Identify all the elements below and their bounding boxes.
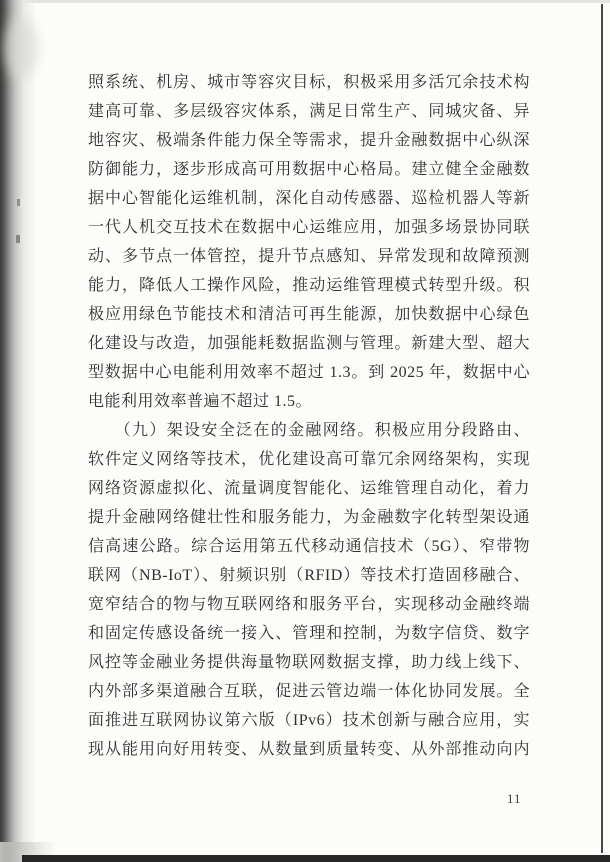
text-line: 和固定传感设备统一接入、管理和控制，为数字信贷、数字 xyxy=(88,625,530,642)
text-line: 地容灾、极端条件能力保全等需求，提升金融数据中心纵深 xyxy=(88,132,530,149)
text-line: 照系统、机房、城市等容灾目标，积极采用多活冗余技术构 xyxy=(88,74,530,91)
scan-speck xyxy=(16,235,20,243)
scan-speck xyxy=(17,199,20,206)
text-line: （九）架设安全泛在的金融网络。积极应用分段路由、 xyxy=(88,422,530,439)
scan-edge-left-shadow xyxy=(0,0,36,862)
text-line: 信高速公路。综合运用第五代移动通信技术（5G）、窄带物 xyxy=(88,538,530,555)
text-line: 宽窄结合的物与物互联网络和服务平台，实现移动金融终端 xyxy=(88,596,530,613)
text-line: 能力，降低人工操作风险，推动运维管理模式转型升级。积 xyxy=(88,277,530,294)
text-line: 型数据中心电能利用效率不超过 1.3。到 2025 年，数据中心 xyxy=(88,364,530,381)
text-line: 风控等金融业务提供海量物联网数据支撑，助力线上线下、 xyxy=(88,654,530,671)
body-text xyxy=(88,68,530,764)
text-line: 一代人机交互技术在数据中心运维应用，加强多场景协同联 xyxy=(88,219,530,236)
text-line: 化建设与改造，加强能耗数据监测与管理。新建大型、超大 xyxy=(88,335,530,352)
text-line: 电能利用效率普遍不超过 1.5。 xyxy=(88,393,313,410)
text-line: 建高可靠、多层级容灾体系，满足日常生产、同城灾备、异 xyxy=(88,103,530,120)
text-line: 网络资源虚拟化、流量调度智能化、运维管理自动化，着力 xyxy=(88,480,530,497)
text-line: 面推进互联网协议第六版（IPv6）技术创新与融合应用，实 xyxy=(88,712,530,729)
scan-edge-bottom xyxy=(22,855,610,862)
text-line: 提升金融网络健壮性和服务能力，为金融数字化转型架设通 xyxy=(88,509,530,526)
text-line: 防御能力，逐步形成高可用数据中心格局。建立健全金融数 xyxy=(88,161,530,178)
text-line: 联网（NB-IoT）、射频识别（RFID）等技术打造固移融合、 xyxy=(88,567,530,584)
text-line: 动、多节点一体管控，提升节点感知、异常发现和故障预测 xyxy=(88,248,530,265)
scan-edge-right-line xyxy=(601,4,603,853)
text-line: 据中心智能化运维机制，深化自动传感器、巡检机器人等新 xyxy=(88,190,530,207)
text-line: 极应用绿色节能技术和清洁可再生能源，加快数据中心绿色 xyxy=(88,306,530,323)
page-number: 11 xyxy=(507,791,522,806)
text-line: 现从能用向好用转变、从数量到质量转变、从外部推动向内 xyxy=(88,741,530,758)
scan-smudge xyxy=(4,18,38,78)
scan-edge-top xyxy=(0,0,610,3)
text-line: 软件定义网络等技术，优化建设高可靠冗余网络架构，实现 xyxy=(88,451,530,468)
text-line: 内外部多渠道融合互联，促进云管边端一体化协同发展。全 xyxy=(88,683,530,700)
